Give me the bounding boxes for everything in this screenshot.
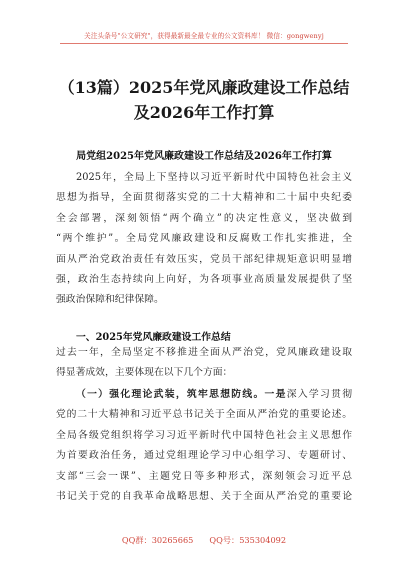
paragraph-line: 面从严治党政治责任有效压实，党员干部纪律规矩意识明显增 bbox=[56, 253, 352, 265]
paragraph-line: 思想为指导，全面贯彻落实党的二十大精神和二十届中央纪委 bbox=[56, 192, 352, 204]
paragraph-theory bbox=[56, 385, 352, 507]
footer-qq-number: QQ号：535304092 bbox=[209, 535, 287, 545]
document-title-line-1: （13篇）2025年党风廉政建设工作总结 bbox=[58, 78, 350, 97]
document-title bbox=[0, 75, 408, 125]
paragraph-line: 过去一年，全局坚定不移推进全面从严治党，党风廉政建设取 bbox=[56, 347, 352, 358]
paragraph-line: 为首要政治任务，通过党组理论学习中心组学习、专题研讨、 bbox=[56, 450, 352, 462]
header-divider bbox=[60, 43, 348, 44]
paragraph-line: 书记关于党的自我革命战略思想、关于全面从严治党的重要论 bbox=[56, 490, 352, 502]
paragraph-line: 强，政治生态持续向上向好，为各项事业高质量发展提供了坚 bbox=[56, 273, 352, 285]
section-heading: 一、2025年党风廉政建设工作总结 bbox=[76, 332, 231, 343]
document-title-line-2: 及2026年工作打算 bbox=[133, 103, 275, 122]
paragraph-line: 全会部署，深刻领悟“两个确立”的决定性意义，坚决做到 bbox=[56, 212, 352, 224]
paragraph-line: 党的二十大精神和习近平总书记关于全面从严治党的重要论述。 bbox=[56, 409, 352, 421]
header-note: 关注头条号"公文研究"，获得最新最全最专业的公文资料库！ 微信：gongwenyj bbox=[84, 32, 324, 40]
paragraph-intro bbox=[56, 168, 352, 311]
document-subtitle: 局党组2025年党风廉政建设工作总结及2026年工作打算 bbox=[76, 151, 332, 162]
paragraph-overview bbox=[56, 343, 352, 384]
footer-contact bbox=[0, 535, 408, 546]
footer-qq-group: QQ群：30265665 bbox=[121, 535, 194, 545]
paragraph-line: 2025年，全局上下坚持以习近平新时代中国特色社会主义 bbox=[76, 172, 352, 183]
paragraph-line: 全局各级党组织将学习习近平新时代中国特色社会主义思想作 bbox=[56, 429, 352, 441]
paragraph-line-text: 深入学习贯彻 bbox=[286, 389, 352, 400]
paragraph-line: 得显著成效，主要体现在以下几个方面： bbox=[56, 367, 233, 379]
paragraph-line: 支部“三会一课”、主题党日等多种形式，深刻领会习近平总 bbox=[56, 470, 352, 482]
paragraph-line bbox=[56, 385, 352, 405]
paragraph-line: “两个维护”。全局党风廉政建设和反腐败工作扎实推进，全 bbox=[56, 233, 352, 245]
paragraph-line: 强政治保障和纪律保障。 bbox=[56, 294, 164, 306]
subsection-lead: （一）强化理论武装，筑牢思想防线。一是 bbox=[76, 389, 287, 400]
